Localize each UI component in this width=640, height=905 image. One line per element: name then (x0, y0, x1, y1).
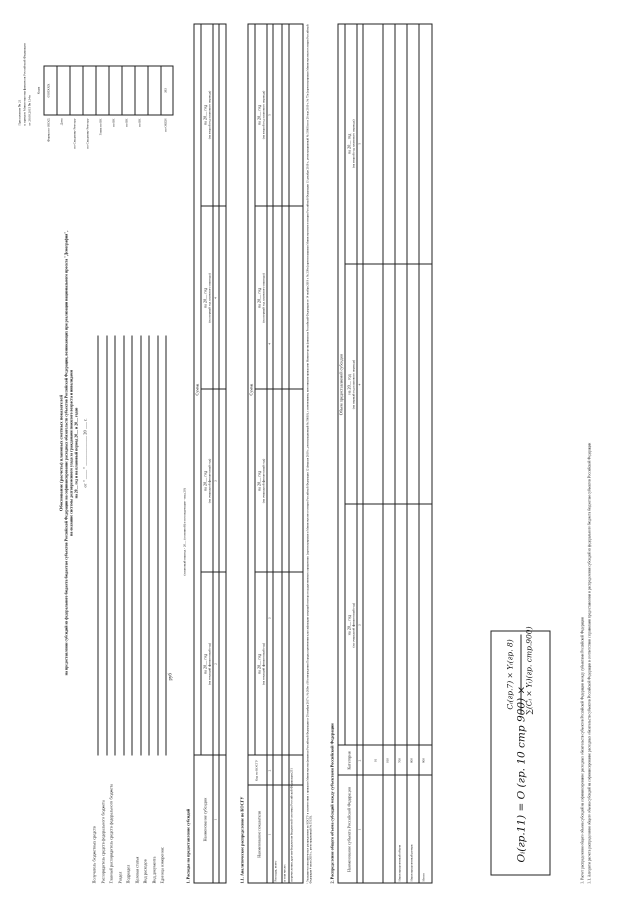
section2-row-name: Нераспределенный объем (397, 844, 401, 881)
codes-label: по ОКЕИ (163, 118, 167, 132)
unit-label: руб (168, 672, 173, 680)
section2-row-name: Итого (421, 872, 425, 881)
formula-denominator: ∑(Cᵢ × Yᵢ)(гр. стр.900) (524, 626, 533, 714)
section11-title: 1.1. Аналитическое распределение по КОСГУ (239, 796, 244, 883)
section2-row-name: Нераспределенный резерв (409, 844, 413, 881)
codes-label: по Сводному Реестру (72, 118, 76, 149)
section1-period-sub: (на первый год планового периода) (207, 272, 211, 323)
section2-title: 2. Распределение общего объема субсидий между субъектами Российской Федерации (329, 722, 334, 883)
section3-title: 3. Расчет распределения общего объема субсидий на софинансирование расходных обязательств субъектов Российской Федерации между субъектами Российской Федерации (580, 616, 584, 883)
doc-subtitle-2: на оказание системы долговременного ухода за гражданами пожилого возраста и инвалидами (69, 369, 73, 536)
doc-subtitle: на предоставление субсидий из федерального бюджета бюджетам субъектов Российской Федерации на софинансирование расходных обязательств субъектов Российской Федерации, возникающих при реализации национального проекта "Демография", (64, 230, 68, 675)
section1-col-number: 4 (212, 296, 217, 299)
section11-period-sub: (на очередной финансовый год) (261, 458, 265, 503)
section2-row-code: 800 (409, 757, 413, 763)
codes-label: по БК (137, 118, 141, 127)
field-line (148, 335, 149, 755)
codes-divider (56, 65, 57, 115)
section11-col-name: Наименование показателя (256, 810, 261, 858)
section11-row-name: в том числе: (282, 863, 286, 881)
section11-period-sub: (на первый год планового периода) (261, 272, 265, 323)
field-label: Главный распорядитель средств федерального бюджета (108, 783, 113, 883)
section1-period-label: на 20__ год (202, 470, 207, 491)
section31-title: 3.1. Алгоритм расчета распределения общего объема субсидий на софинансирование расходных обязательств субъектов Российской Федерации в соответствии с правилами предоставления и распределения субсидий из федерального бюджета бюджетам субъектов Российской Федерации (587, 442, 591, 883)
section2-row-code: 900 (421, 757, 425, 763)
field-label: Получатель бюджетных средств (91, 825, 96, 883)
section11-col-number: 2 (266, 769, 271, 771)
section2-period-label: на 20__ год (346, 133, 351, 154)
section1-period-label: на 20__ год (202, 287, 207, 308)
field-line (157, 335, 158, 755)
section11-period-label: на 20__ год (256, 104, 261, 125)
doc-date-line: от " ____ " _____________ 20 ___ г. (82, 417, 87, 488)
section2-row-code: 010 (385, 757, 389, 763)
field-label: Единица измерения: (159, 846, 164, 883)
section2-period-sub: (на первый год планового периода) (351, 359, 355, 409)
appendix-to: к приказу Министерства финансов Российской Федерации (22, 42, 26, 125)
field-line (106, 335, 107, 755)
section11-row-name: перечисления другим бюджетам бюджетной системы Российской Федерации (289, 772, 293, 881)
codes-divider (95, 65, 96, 115)
formula-bar (520, 634, 521, 714)
codes-divider (108, 65, 109, 115)
section2-col-number: 4 (356, 383, 361, 385)
codes-header: Коды (36, 86, 40, 94)
appendix-number: Приложение № 21 (17, 99, 21, 125)
date-hint: (плановый период - 20__ (основной) и последующие - вид 20) (182, 487, 186, 575)
section1-period-label: на 20__ год (202, 104, 207, 125)
section1-col-number: 1 (212, 818, 217, 820)
section2-row-divider (418, 23, 419, 883)
section11-col-number: 5 (266, 113, 271, 116)
field-label: Вид документа (150, 856, 156, 883)
codes-divider (134, 65, 135, 115)
section11-col-sum: Сумма (248, 383, 253, 395)
section11-period-sub: (на второй год планового периода) (261, 90, 265, 139)
section2-period-label: на 20__ год (346, 614, 351, 635)
section11-period-label: на 20__ год (256, 653, 261, 674)
section11-col-number: 1 (266, 833, 271, 835)
section2-period-label: на 20__ год (346, 373, 351, 395)
section2-period-sub: (на второй год планового периода) (351, 119, 355, 168)
section1-period-sub: (на второй год планового периода) (207, 90, 211, 139)
section2-period-sub: (на очередной финансовый год) (351, 602, 355, 647)
field-line (131, 335, 132, 755)
codes-divider (147, 65, 148, 115)
field-label: Подраздел (125, 864, 130, 883)
section11-col-code: Код по КОСГУ (254, 759, 258, 781)
section2-row-divider (406, 23, 407, 883)
field-label: Вид расходов (142, 858, 147, 883)
section2-col-name: Наименование субъекта Российской Федерации (346, 786, 351, 872)
section1-col-number: 3 (212, 479, 217, 482)
section2-col-number: 3 (356, 623, 361, 626)
codes-divider (121, 65, 122, 115)
section2-row-code: 700 (397, 757, 401, 763)
section1-col-name: Наименование субсидии (202, 797, 207, 841)
field-line (97, 335, 98, 755)
formula-numerator: Cᵢ(гр.7) × Yᵢ(гр. 8) (505, 638, 514, 710)
section2-row-divider (394, 23, 395, 883)
section1-title: 1. Расходы на предоставление субсидий (185, 808, 190, 883)
section2-col-cat: Категория (346, 750, 351, 770)
field-label: Распорядитель средств федерального бюджета (99, 799, 105, 883)
formula-box (490, 626, 550, 875)
field-label: Целевая статья (133, 856, 139, 883)
formula-left: Оᵢ(гр.11) = О (гр. 10 стр 900) × (515, 685, 527, 862)
codes-divider (82, 65, 83, 115)
section2-row-divider (382, 23, 383, 883)
codes-divider (69, 65, 70, 115)
doc-title: Обоснование (расчеты) плановых сметных показателей (58, 394, 63, 511)
section11-col-number: 4 (266, 342, 271, 345)
codes-label: Дата (59, 118, 63, 125)
codes-label: по БК (124, 118, 128, 127)
codes-value: 383 (163, 87, 167, 93)
section2-col-number: 2 (356, 759, 361, 761)
field-line (114, 335, 115, 755)
section1-period-sub: (на текущий финансовый год) (207, 642, 211, 685)
section11-col-number: 3 (266, 616, 271, 619)
codes-value: 0505XXX (46, 83, 50, 97)
codes-label: по БК (111, 118, 115, 127)
section1-period-label: на 20__ год (202, 653, 207, 674)
section11-row-name: Расходы, всего (273, 860, 277, 881)
field-line (165, 335, 166, 755)
codes-label: Глава по БК (98, 118, 102, 135)
section11-footnote: ¹ Указывается аналитическое распределение по КОСГУ в соответствии с приказом Министерства финансов Российской Федерации от 29 ноября 2017 г. № 209н «Об утверждении Порядка применения классификации операций сектора государственного управления» (зарегистрирован в Министерстве юстиции Российской Федерации 12 февраля 2018 г., регистрационный № 50003), с изменениями, внесенными приказами Министерства финансов Российской Федерации от 14 ноября 2018 г. № 238н (зарегистрирован Министерством юстиции Российской Федерации 13 декабря 2018 г., регистрационный № 53000) и от 20 мая 2019 г. № 75н (зарегистрирован Министерством юстиции Российской Федерации 4 июля 2019 г., регистрационный № 55135). (305, 24, 313, 883)
codes-label: Форма по ОКУД (46, 118, 50, 142)
section2-col-sum: Объем предоставляемой субсидии (338, 353, 343, 415)
appendix-date: от 28.08.2015 № 134н (27, 94, 31, 125)
section1-col-number: 2 (212, 662, 217, 665)
codes-divider (160, 65, 161, 115)
section2-row-code: 01 (373, 758, 377, 762)
section1-col-sum: Сумма (194, 383, 199, 395)
section2-col-number: 5 (356, 142, 361, 145)
field-line (123, 335, 124, 755)
section11-period-label: на 20__ год (256, 287, 261, 308)
doc-period: на 20__ год и на плановый период 20__ и 20__ годов (74, 407, 78, 498)
field-line (140, 335, 141, 755)
section2-col-number: 1 (356, 828, 361, 830)
section11-period-label: на 20__ год (256, 470, 261, 491)
section11-row-code: 251 (289, 767, 293, 773)
codes-label: по Сводному Реестру (85, 118, 89, 149)
field-label: Раздел (116, 871, 122, 883)
section11-period-sub: (на текущий финансовый год) (261, 642, 265, 685)
section1-period-sub: (на очередной финансовый год) (207, 458, 211, 503)
